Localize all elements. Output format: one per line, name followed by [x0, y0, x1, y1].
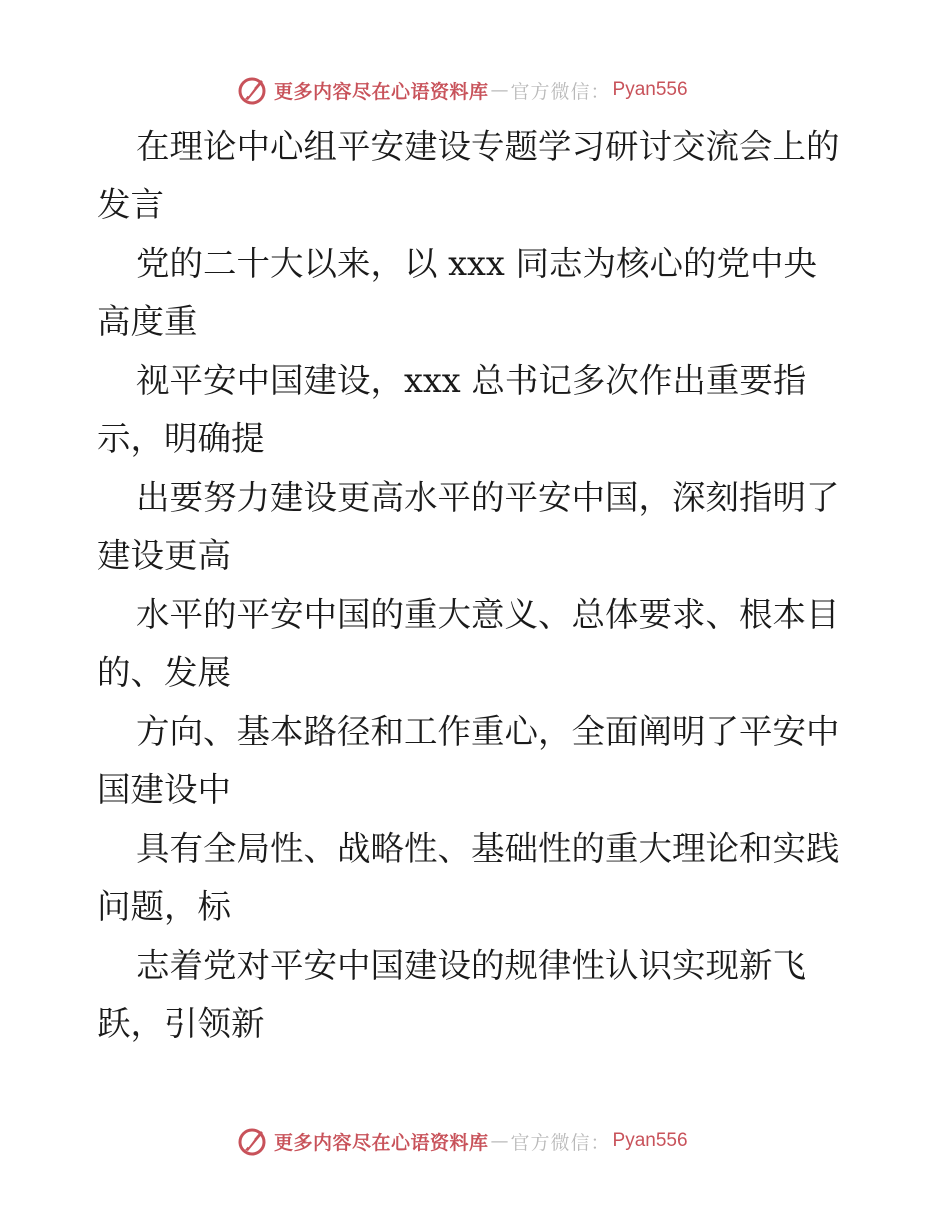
paragraph-line: 视平安中国建设，xxx 总书记多次作出重要指 — [136, 361, 807, 400]
paragraph-line: 具有全局性、战略性、基础性的重大理论和实践 — [136, 829, 840, 868]
quill-pen-logo-icon — [236, 74, 268, 106]
paragraph-line: 建设更高 — [97, 536, 231, 575]
header-watermark — [236, 73, 688, 107]
watermark-official-label: 官方微信： — [510, 80, 611, 103]
paragraph-line: 跃，引领新 — [97, 1004, 265, 1043]
paragraph-line: 的、发展 — [97, 653, 231, 692]
paragraph-line: 国建设中 — [97, 770, 231, 809]
watermark-brand-text: 更多内容尽在心语资料库 — [274, 1131, 489, 1154]
paragraph-line: 示，明确提 — [97, 419, 265, 458]
watermark-wechat-id: Pyan556 — [612, 79, 688, 100]
watermark-official-label: 官方微信： — [510, 1131, 611, 1154]
footer-watermark — [236, 1124, 688, 1158]
watermark-brand-text: 更多内容尽在心语资料库 — [274, 80, 489, 103]
watermark-dash: — — [490, 1130, 509, 1152]
watermark-wechat-id: Pyan556 — [612, 1130, 688, 1151]
paragraph-line: 出要努力建设更高水平的平安中国，深刻指明了 — [136, 478, 840, 517]
paragraph-line: 党的二十大以来，以 xxx 同志为核心的党中央 — [136, 244, 817, 283]
document-title-line: 在理论中心组平安建设专题学习研讨交流会上的 — [136, 127, 840, 166]
watermark-dash: — — [490, 79, 509, 101]
paragraph-line: 志着党对平安中国建设的规律性认识实现新飞 — [136, 946, 806, 985]
paragraph-line: 水平的平安中国的重大意义、总体要求、根本目 — [136, 595, 840, 634]
paragraph-line: 方向、基本路径和工作重心，全面阐明了平安中 — [136, 712, 840, 751]
document-title-line: 发言 — [97, 185, 164, 224]
paragraph-line: 高度重 — [97, 302, 198, 341]
paragraph-line: 问题，标 — [97, 887, 231, 926]
quill-pen-logo-icon — [236, 1125, 268, 1157]
